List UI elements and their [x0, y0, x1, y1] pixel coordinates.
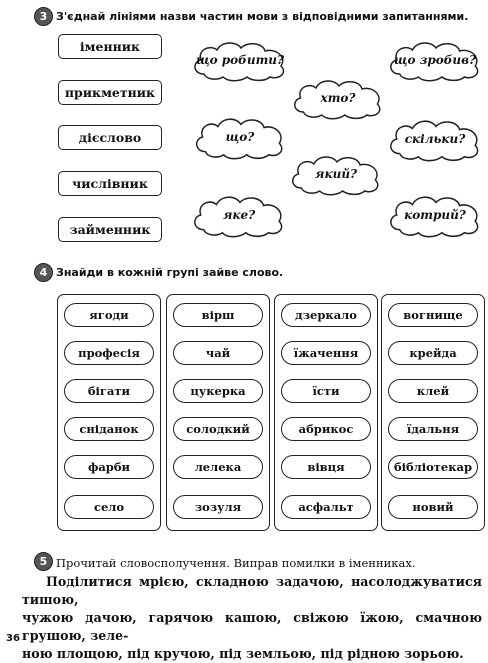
question-text: яке? [222, 208, 256, 222]
question-text: що зробив? [393, 53, 477, 67]
task-4-number [34, 263, 53, 282]
word-pill[interactable]: їдальня [388, 417, 478, 441]
task-3-number [34, 7, 53, 26]
phrase-line-1: Поділитися мрією, складною задачою, насолоджуватися тишою, [22, 574, 482, 607]
word-pill[interactable]: вогнище [388, 303, 478, 327]
word-group-1 [57, 294, 161, 531]
question-cloud-what-kind[interactable] [190, 192, 288, 238]
question-text: що? [225, 130, 255, 144]
question-text: котрий? [404, 208, 466, 222]
part-of-speech-pronoun[interactable]: займенник [58, 217, 162, 242]
part-of-speech-numeral[interactable]: числівник [58, 171, 162, 196]
page-number: 36 [6, 633, 20, 644]
word-pill[interactable]: крейда [388, 341, 478, 365]
word-pill[interactable]: лелека [173, 455, 263, 479]
question-cloud-what-did[interactable] [386, 38, 484, 82]
part-of-speech-noun[interactable]: іменник [58, 34, 162, 59]
phrase-line-3: ною площою, під кручою, під земльою, під рідною зорьою. [22, 646, 464, 661]
question-cloud-how-many[interactable] [386, 116, 484, 162]
word-group-3 [274, 294, 378, 531]
word-pill[interactable]: професія [64, 341, 154, 365]
question-text: що робити? [195, 53, 285, 67]
question-cloud-which[interactable] [288, 152, 384, 196]
phrase-line-2: чужою дачою, гарячою кашою, свіжою їжою, смачною грушою, зеле- [22, 610, 482, 643]
word-pill[interactable]: асфальт [281, 495, 371, 519]
question-text: який? [314, 167, 358, 181]
part-of-speech-adjective[interactable]: прикметник [58, 80, 162, 105]
word-pill[interactable]: цукерка [173, 379, 263, 403]
word-pill[interactable]: дзеркало [281, 303, 371, 327]
part-of-speech-verb[interactable]: дієслово [58, 125, 162, 150]
task-5-number-text: 5 [39, 555, 48, 568]
word-pill[interactable]: їсти [281, 379, 371, 403]
question-text: хто? [320, 91, 356, 105]
word-pill[interactable]: абрикос [281, 417, 371, 441]
word-pill[interactable]: солодкий [173, 417, 263, 441]
word-pill[interactable]: бігати [64, 379, 154, 403]
task-4-instruction: Знайди в кожній групі зайве слово. [56, 266, 284, 279]
task-5-instruction: Прочитай словосполучення. Виправ помилки в іменниках. [56, 556, 416, 570]
word-pill[interactable]: бібліотекар [388, 455, 478, 479]
word-group-4 [381, 294, 485, 531]
word-group-2 [166, 294, 270, 531]
question-cloud-who[interactable] [290, 76, 386, 120]
word-pill[interactable]: фарби [64, 455, 154, 479]
question-text: скільки? [404, 132, 466, 146]
word-pill[interactable]: вірш [173, 303, 263, 327]
task-5-number [34, 552, 53, 571]
word-pill[interactable]: ягоди [64, 303, 154, 327]
question-cloud-what-to-do[interactable] [190, 38, 290, 82]
word-pill[interactable]: новий [388, 495, 478, 519]
word-pill[interactable]: зозуля [173, 495, 263, 519]
task-4-number-text: 4 [39, 266, 48, 279]
question-cloud-which-ordinal[interactable] [386, 192, 484, 238]
word-pill[interactable]: чай [173, 341, 263, 365]
word-pill[interactable]: їжачення [281, 341, 371, 365]
word-pill[interactable]: вівця [281, 455, 371, 479]
question-cloud-what[interactable] [192, 114, 288, 160]
word-pill[interactable]: село [64, 495, 154, 519]
word-pill[interactable]: сніданок [64, 417, 154, 441]
task-3-instruction: З'єднай лініями назви частин мови з відповідними запитаннями. [56, 10, 469, 23]
word-pill[interactable]: клей [388, 379, 478, 403]
task-3-number-text: 3 [39, 10, 48, 23]
